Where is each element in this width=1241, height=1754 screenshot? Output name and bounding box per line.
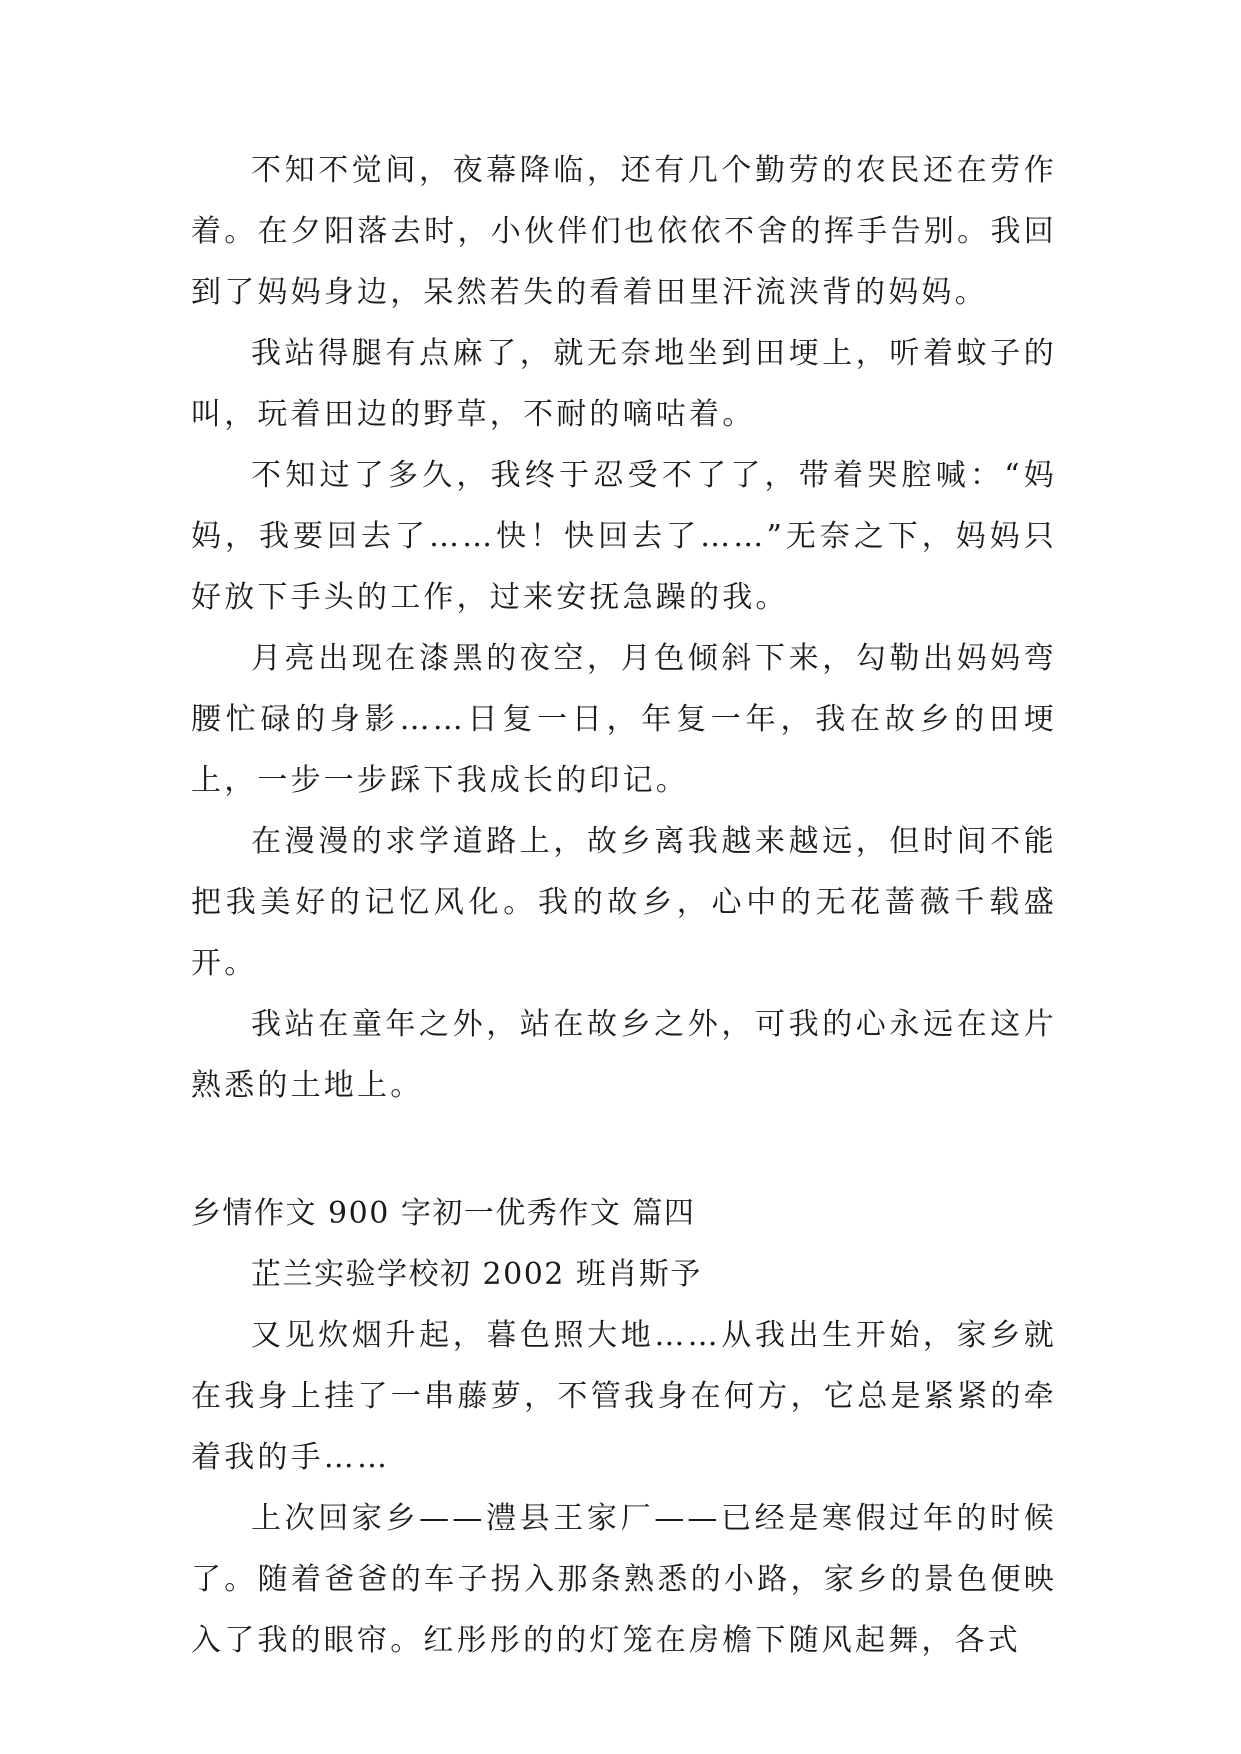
paragraph: 在漫漫的求学道路上，故乡离我越来越远，但时间不能把我美好的记忆风化。我的故乡，心中的无花蔷薇千载盛开。 <box>191 824 1057 981</box>
paragraph: 我站得腿有点麻了，就无奈地坐到田埂上，听着蚊子的叫，玩着田边的野草，不耐的嘀咕着。 <box>191 336 1057 432</box>
paragraph: 月亮出现在漆黑的夜空，月色倾斜下来，勾勒出妈妈弯腰忙碌的身影……日复一日，年复一年，我在故乡的田埂上，一步一步踩下我成长的印记。 <box>191 641 1057 798</box>
paragraph: 上次回家乡——澧县王家厂——已经是寒假过年的时候了。随着爸爸的车子拐入那条熟悉的小路，家乡的景色便映入了我的眼帘。红彤彤的的灯笼在房檐下随风起舞，各式 <box>191 1501 1057 1658</box>
section-heading: 乡情作文 900 字初一优秀作文 篇四 <box>191 1196 696 1231</box>
paragraph: 不知过了多久，我终于忍受不了了，带着哭腔喊：“妈妈，我要回去了……快！快回去了……”无奈之下，妈妈只好放下手头的工作，过来安抚急躁的我。 <box>191 458 1057 615</box>
paragraph: 我站在童年之外，站在故乡之外，可我的心永远在这片熟悉的土地上。 <box>191 1007 1057 1103</box>
author-byline: 芷兰实验学校初 2002 班肖斯予 <box>251 1257 702 1292</box>
paragraph: 不知不觉间，夜幕降临，还有几个勤劳的农民还在劳作着。在夕阳落去时，小伙伴们也依依不舍的挥手告别。我回到了妈妈身边，呆然若失的看着田里汗流浃背的妈妈。 <box>191 153 1057 310</box>
paragraph: 又见炊烟升起，暮色照大地……从我出生开始，家乡就在我身上挂了一串藤萝，不管我身在何方，它总是紧紧的牵着我的手…… <box>191 1318 1057 1475</box>
document-body <box>191 140 1057 1671</box>
section-gap <box>191 1116 1057 1183</box>
